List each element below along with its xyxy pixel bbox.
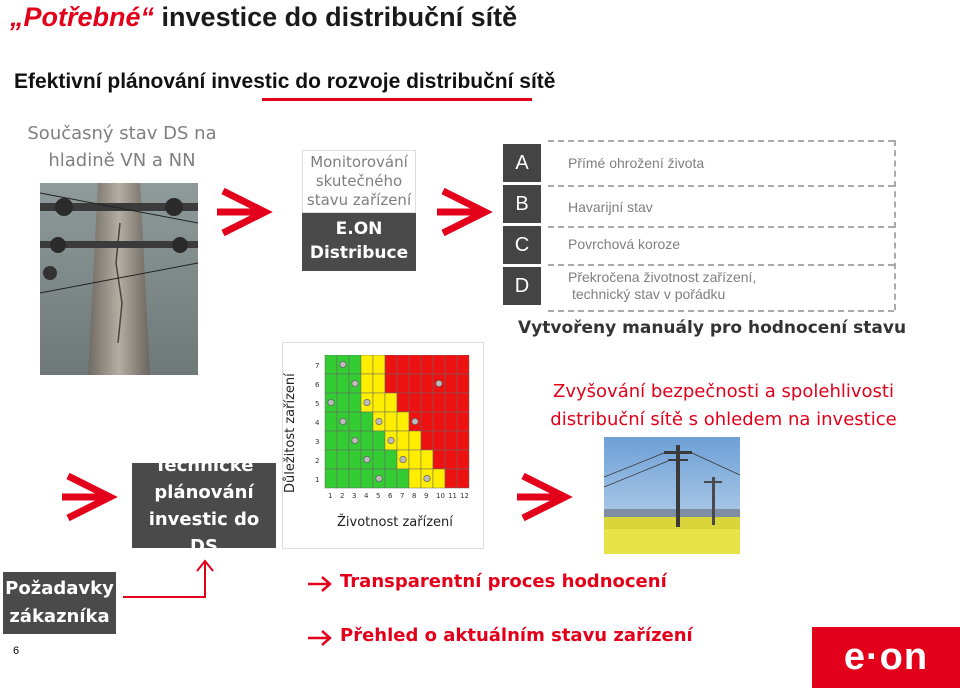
bullet-arrow-icon (306, 574, 334, 594)
dash-line (548, 310, 894, 312)
matrix-cell (421, 412, 433, 431)
current-state-line2: hladině VN a NN (48, 150, 196, 171)
matrix-cell (325, 469, 337, 488)
matrix-cell (433, 450, 445, 469)
matrix-cell (457, 469, 469, 488)
matrix-cell (373, 355, 385, 374)
company-line2: Distribuce (309, 243, 409, 263)
matrix-cell (385, 374, 397, 393)
matrix-cell (325, 355, 337, 374)
matrix-cell (325, 412, 337, 431)
matrix-cell (337, 374, 349, 393)
matrix-asset-dot (376, 418, 382, 424)
matrix-cell (445, 374, 457, 393)
matrix-cell (457, 450, 469, 469)
current-state-line1: Současný stav DS na (27, 123, 217, 144)
matrix-cell (337, 450, 349, 469)
matrix-cell (361, 355, 373, 374)
matrix-x-tick: 4 (364, 492, 369, 500)
matrix-cell (433, 469, 445, 488)
matrix-cell (421, 431, 433, 450)
matrix-y-label: Důležitost zařízení (283, 373, 298, 493)
matrix-cell (337, 431, 349, 450)
dash-line (548, 264, 894, 266)
monitoring-block (302, 150, 416, 284)
matrix-asset-dot (340, 418, 346, 424)
current-state-text (22, 120, 222, 174)
matrix-cell (397, 469, 409, 488)
matrix-cell (361, 374, 373, 393)
matrix-x-tick: 1 (328, 492, 333, 500)
matrix-asset-dot (340, 361, 346, 367)
matrix-cell (373, 393, 385, 412)
matrix-cell (457, 393, 469, 412)
matrix-asset-dot (364, 399, 370, 405)
matrix-cell (373, 431, 385, 450)
matrix-x-tick: 2 (340, 492, 345, 500)
category-b-text: Havarijní stav (568, 199, 653, 215)
matrix-cell (421, 374, 433, 393)
bullet-arrow-icon (306, 628, 334, 648)
matrix-cell (397, 412, 409, 431)
matrix-cell (397, 431, 409, 450)
dash-line (548, 140, 894, 142)
monitoring-line3: stavu zařízení (306, 191, 412, 209)
matrix-cell (421, 355, 433, 374)
matrix-asset-dot (352, 380, 358, 386)
matrix-asset-dot (364, 456, 370, 462)
matrix-y-tick: 7 (315, 362, 320, 370)
matrix-cell (373, 450, 385, 469)
category-letter-b: B (503, 185, 541, 223)
dash-line (548, 185, 894, 187)
matrix-cell (421, 393, 433, 412)
matrix-cell (445, 412, 457, 431)
category-d-line2: technický stav v pořádku (572, 286, 726, 302)
arrow-right-icon (435, 185, 495, 240)
matrix-y-tick: 5 (315, 400, 320, 408)
matrix-cell (337, 469, 349, 488)
matrix-asset-dot (436, 380, 442, 386)
title-highlight: „Potřebné“ (10, 2, 155, 32)
matrix-cell (457, 431, 469, 450)
matrix-cell (337, 393, 349, 412)
matrix-cell (349, 393, 361, 412)
matrix-cell (397, 393, 409, 412)
matrix-y-tick: 2 (315, 457, 320, 465)
risk-matrix (282, 342, 484, 549)
arrow-right-icon (515, 470, 575, 525)
matrix-cell (385, 393, 397, 412)
monitoring-line1: Monitorování (310, 153, 408, 171)
matrix-cell (409, 355, 421, 374)
matrix-cell (349, 469, 361, 488)
matrix-x-tick: 7 (400, 492, 405, 500)
category-d-text (568, 269, 756, 303)
matrix-x-tick: 12 (460, 492, 469, 500)
planning-box (132, 454, 276, 557)
matrix-asset-dot (328, 399, 334, 405)
planning-line3: investic do DS (148, 508, 260, 557)
customer-line2: zákazníka (9, 606, 110, 627)
matrix-cell (457, 412, 469, 431)
monitoring-line2: skutečného (315, 172, 403, 190)
matrix-cell (409, 450, 421, 469)
matrix-cell (385, 450, 397, 469)
matrix-cell (397, 374, 409, 393)
matrix-cell (409, 374, 421, 393)
planning-line2: plánování (154, 481, 254, 503)
eon-distribuce-label (302, 213, 416, 271)
matrix-cell (445, 355, 457, 374)
page-number: 6 (13, 645, 20, 657)
matrix-cell (361, 431, 373, 450)
matrix-cell (409, 431, 421, 450)
matrix-cell (325, 431, 337, 450)
matrix-x-tick: 11 (448, 492, 457, 500)
dash-line (548, 226, 894, 228)
category-a-text: Přímé ohrožení života (568, 155, 705, 171)
matrix-cell (409, 393, 421, 412)
matrix-asset-dot (376, 475, 382, 481)
matrix-cell (385, 469, 397, 488)
planning-line1: Technické (154, 454, 254, 476)
matrix-cell (433, 393, 445, 412)
arrow-right-icon (215, 185, 275, 240)
title-rest: investice do distribuční sítě (161, 2, 518, 32)
matrix-cell (349, 412, 361, 431)
matrix-y-tick: 4 (315, 419, 320, 427)
page-title (10, 2, 517, 33)
matrix-cell (433, 355, 445, 374)
matrix-cell (361, 412, 373, 431)
matrix-cell (433, 431, 445, 450)
matrix-cell (445, 469, 457, 488)
matrix-asset-dot (412, 418, 418, 424)
matrix-cell (373, 374, 385, 393)
matrix-y-tick: 3 (315, 438, 320, 446)
matrix-asset-dot (388, 437, 394, 443)
power-line-photo (604, 437, 740, 554)
matrix-asset-dot (352, 437, 358, 443)
matrix-grid (311, 355, 481, 515)
matrix-cell (325, 374, 337, 393)
category-letter-c: C (503, 226, 541, 264)
matrix-cell (445, 393, 457, 412)
matrix-asset-dot (424, 475, 430, 481)
up-arrow-icon (115, 555, 215, 605)
matrix-x-tick: 8 (412, 492, 417, 500)
eon-logo (812, 627, 960, 688)
matrix-cell (385, 412, 397, 431)
subtitle-underline (262, 98, 532, 101)
pole-photo (40, 183, 198, 375)
matrix-x-tick: 6 (388, 492, 393, 500)
matrix-cell (421, 450, 433, 469)
matrix-cell (409, 469, 421, 488)
matrix-x-tick: 5 (376, 492, 381, 500)
bullet-overview: Přehled o aktuálním stavu zařízení (340, 625, 693, 646)
arrow-right-icon (60, 470, 120, 525)
category-c-text: Povrchová koroze (568, 236, 681, 252)
matrix-y-tick: 1 (315, 476, 320, 484)
manuals-text: Vytvořeny manuály pro hodnocení stavu (518, 318, 907, 338)
matrix-cell (457, 355, 469, 374)
matrix-asset-dot (400, 456, 406, 462)
matrix-y-tick: 6 (315, 381, 320, 389)
matrix-cell (325, 450, 337, 469)
matrix-cell (349, 450, 361, 469)
matrix-x-tick: 10 (436, 492, 445, 500)
matrix-cell (433, 412, 445, 431)
matrix-cell (385, 355, 397, 374)
company-line1: E.ON (335, 219, 383, 239)
category-letter-a: A (503, 144, 541, 182)
customer-line1: Požadavky (5, 578, 114, 599)
matrix-x-tick: 3 (352, 492, 357, 500)
page-subtitle: Efektivní plánování investic do rozvoje distribuční sítě (14, 70, 556, 93)
matrix-cell (349, 355, 361, 374)
matrix-x-tick: 9 (424, 492, 429, 500)
matrix-cell (397, 355, 409, 374)
category-d-line1: Překročena životnost zařízení, (568, 269, 757, 285)
category-letter-d: D (503, 267, 541, 305)
matrix-cell (361, 469, 373, 488)
goal-text (546, 378, 901, 434)
eon-logo-text: e·on (843, 636, 929, 678)
goal-line1: Zvyšování bezpečnosti a spolehlivosti (553, 381, 894, 402)
bullet-transparent-process: Transparentní proces hodnocení (340, 571, 667, 592)
customer-requirements-box (3, 572, 116, 634)
matrix-x-label: Životnost zařízení (337, 515, 453, 530)
matrix-cell (457, 374, 469, 393)
goal-line2: distribuční sítě s ohledem na investice (550, 409, 897, 430)
monitoring-text (302, 150, 416, 213)
matrix-cell (445, 431, 457, 450)
matrix-cell (445, 450, 457, 469)
